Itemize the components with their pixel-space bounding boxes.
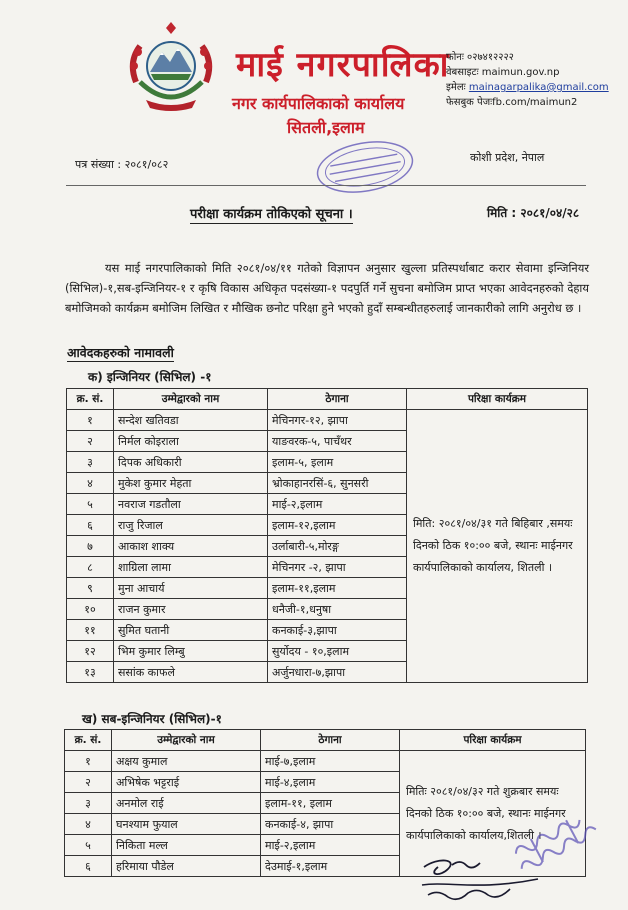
email-label: इमेलः xyxy=(446,82,469,93)
municipality-name: माई नगरपालिका xyxy=(236,45,450,85)
row-name: मुकेश कुमार मेहता xyxy=(114,473,268,494)
row-sn: ७ xyxy=(67,536,114,557)
col-schedule: परिक्षा कार्यक्रम xyxy=(407,389,588,410)
table-header-row xyxy=(65,730,586,751)
row-sn: ३ xyxy=(65,793,112,814)
row-sn: ८ xyxy=(67,557,114,578)
exam-schedule-cell: मिति: २०८१/०४/३१ गते बिहिबार ,समयः दिनको ठिक १०:०० बजे, स्थानः माईनगर कार्यपालिकाको कार्यालय, शितली । xyxy=(407,410,588,683)
section-a-heading: क) इन्जिनियर (सिभिल) -१ xyxy=(88,370,212,384)
contact-block xyxy=(446,50,609,110)
row-sn: ६ xyxy=(65,856,112,877)
row-address: इलाम-११,इलाम xyxy=(268,578,407,599)
row-address: माई-२,इलाम xyxy=(268,494,407,515)
col-sn: क्र. सं. xyxy=(65,730,112,751)
row-name: सन्देश खतिवडा xyxy=(114,410,268,431)
facebook-text: फेसबुक पेजःfb.com/maimun2 xyxy=(446,97,578,108)
row-sn: ९ xyxy=(67,578,114,599)
row-name: भिम कुमार लिम्बु xyxy=(114,641,268,662)
row-name: अभिषेक भट्टराई xyxy=(112,772,261,793)
section-b-heading: ख) सब-इन्जिनियर (सिभिल)-१ xyxy=(82,712,222,726)
row-address: माई-२,इलाम xyxy=(261,835,400,856)
row-address: कनकाई-४, झापा xyxy=(261,814,400,835)
row-address: इलाम-११, इलाम xyxy=(261,793,400,814)
row-sn: ६ xyxy=(67,515,114,536)
row-address: धनैजी-१,धनुषा xyxy=(268,599,407,620)
row-sn: १३ xyxy=(67,662,114,683)
row-sn: १ xyxy=(67,410,114,431)
row-name: अनमोल राई xyxy=(112,793,261,814)
row-address: याङवरक-५, पाचँथर xyxy=(268,431,407,452)
col-sn: क्र. सं. xyxy=(67,389,114,410)
notice-title: परीक्षा कार्यक्रम तोकिएको सूचना । xyxy=(190,204,353,224)
row-name: शाग्रिला लामा xyxy=(114,557,268,578)
row-name: निकिता मल्ल xyxy=(112,835,261,856)
row-sn: १ xyxy=(65,751,112,772)
row-address: अर्जुनधारा-७,झापा xyxy=(268,662,407,683)
row-address: उर्लाबारी-५,मोरङ्ग xyxy=(268,536,407,557)
office-city: सितली,इलाम xyxy=(287,118,365,137)
row-sn: ५ xyxy=(67,494,114,515)
office-seal-stamp xyxy=(313,138,418,196)
row-address: इलाम-१२,इलाम xyxy=(268,515,407,536)
row-sn: ४ xyxy=(65,814,112,835)
row-name: दिपक अधिकारी xyxy=(114,452,268,473)
reference-number: पत्र संख्या : २०८१/०८२ xyxy=(75,158,169,171)
col-address: ठेगाना xyxy=(261,730,400,751)
signature-mark xyxy=(418,855,548,905)
row-address: मेचिनगर-१२, झापा xyxy=(268,410,407,431)
nepal-emblem-icon xyxy=(126,22,216,114)
table-row xyxy=(67,410,588,431)
notice-date: मिति : २०८१/०४/२८ xyxy=(487,206,580,220)
row-sn: ५ xyxy=(65,835,112,856)
col-address: ठेगाना xyxy=(268,389,407,410)
notice-body: यस माई नगरपालिकाको मिति २०८१/०४/११ गतेको विज्ञापन अनुसार खुल्ला प्रतिस्पर्धाबाट करार सेवामा इन्जिनियर (सिभिल)-१,सब-इन्जिनियर-१ र कृषि विकास अधिकृत पदसंख्या-१ पदपुर्ति गर्ने सुचना बमोजिम प्राप्त भएका आवेदनहरुको देहाय बमोजिमको कार्यक्रम बमोजिम लिखित र मौखिक छनोट परिक्षा हुने भएको हुदाँ सम्बन्धीतहरुलाई जानकारीको लागि अनुरोध छ । xyxy=(65,261,589,315)
row-name: मुना आचार्य xyxy=(114,578,268,599)
col-name: उम्मेद्वारको नाम xyxy=(112,730,261,751)
row-name: आकाश शाक्य xyxy=(114,536,268,557)
header-divider xyxy=(66,185,586,186)
table-header-row xyxy=(67,389,588,410)
row-address: इलाम-५, इलाम xyxy=(268,452,407,473)
row-name: सुमित घतानी xyxy=(114,620,268,641)
row-name: ससांक काफले xyxy=(114,662,268,683)
email-link[interactable]: mainagarpalika@gmail.com xyxy=(468,82,609,93)
phone-text: फोनः ०२७४१२२२२ xyxy=(446,52,514,63)
row-sn: ११ xyxy=(67,620,114,641)
row-address: मेचिनगर -२, झापा xyxy=(268,557,407,578)
col-schedule: परिक्षा कार्यक्रम xyxy=(400,730,586,751)
row-sn: १२ xyxy=(67,641,114,662)
row-address: माई-७,इलाम xyxy=(261,751,400,772)
row-name: नवराज गडतौला xyxy=(114,494,268,515)
row-address: माई-४,इलाम xyxy=(261,772,400,793)
table-row xyxy=(65,751,586,772)
office-name: नगर कार्यपालिकाको कार्यालय xyxy=(232,94,405,113)
applicants-heading: आवेदकहरुको नामावली xyxy=(67,345,174,360)
website-text: वेबसाइटः maimun.gov.np xyxy=(446,67,560,78)
col-name: उम्मेद्वारको नाम xyxy=(114,389,268,410)
row-name: निर्मल कोइराला xyxy=(114,431,268,452)
row-name: घनश्याम फुयाल xyxy=(112,814,261,835)
engineer-applicants-table xyxy=(66,388,588,683)
row-address: देउमाई-१,इलाम xyxy=(261,856,400,877)
row-sn: ३ xyxy=(67,452,114,473)
row-name: हरिमाया पौडेल xyxy=(112,856,261,877)
row-sn: १० xyxy=(67,599,114,620)
exam-schedule-cell: मितिः २०८१/०४/३२ गते शुक्रबार समयः दिनको ठिक १०:०० बजे, स्थानः माईनगर कार्यपालिकाको कार्यालय,शितली । xyxy=(400,751,586,877)
row-address: सुर्योदय - १०,इलाम xyxy=(268,641,407,662)
row-name: अक्षय कुमाल xyxy=(112,751,261,772)
email-line xyxy=(446,80,609,95)
row-sn: २ xyxy=(67,431,114,452)
row-address: भ्रोकाहानरसिं-६, सुनसरी xyxy=(268,473,407,494)
row-name: राजु रिजाल xyxy=(114,515,268,536)
row-address: कनकाई-३,झापा xyxy=(268,620,407,641)
row-sn: २ xyxy=(65,772,112,793)
row-name: राजन कुमार xyxy=(114,599,268,620)
province-text: कोशी प्रदेश, नेपाल xyxy=(470,151,545,164)
row-sn: ४ xyxy=(67,473,114,494)
